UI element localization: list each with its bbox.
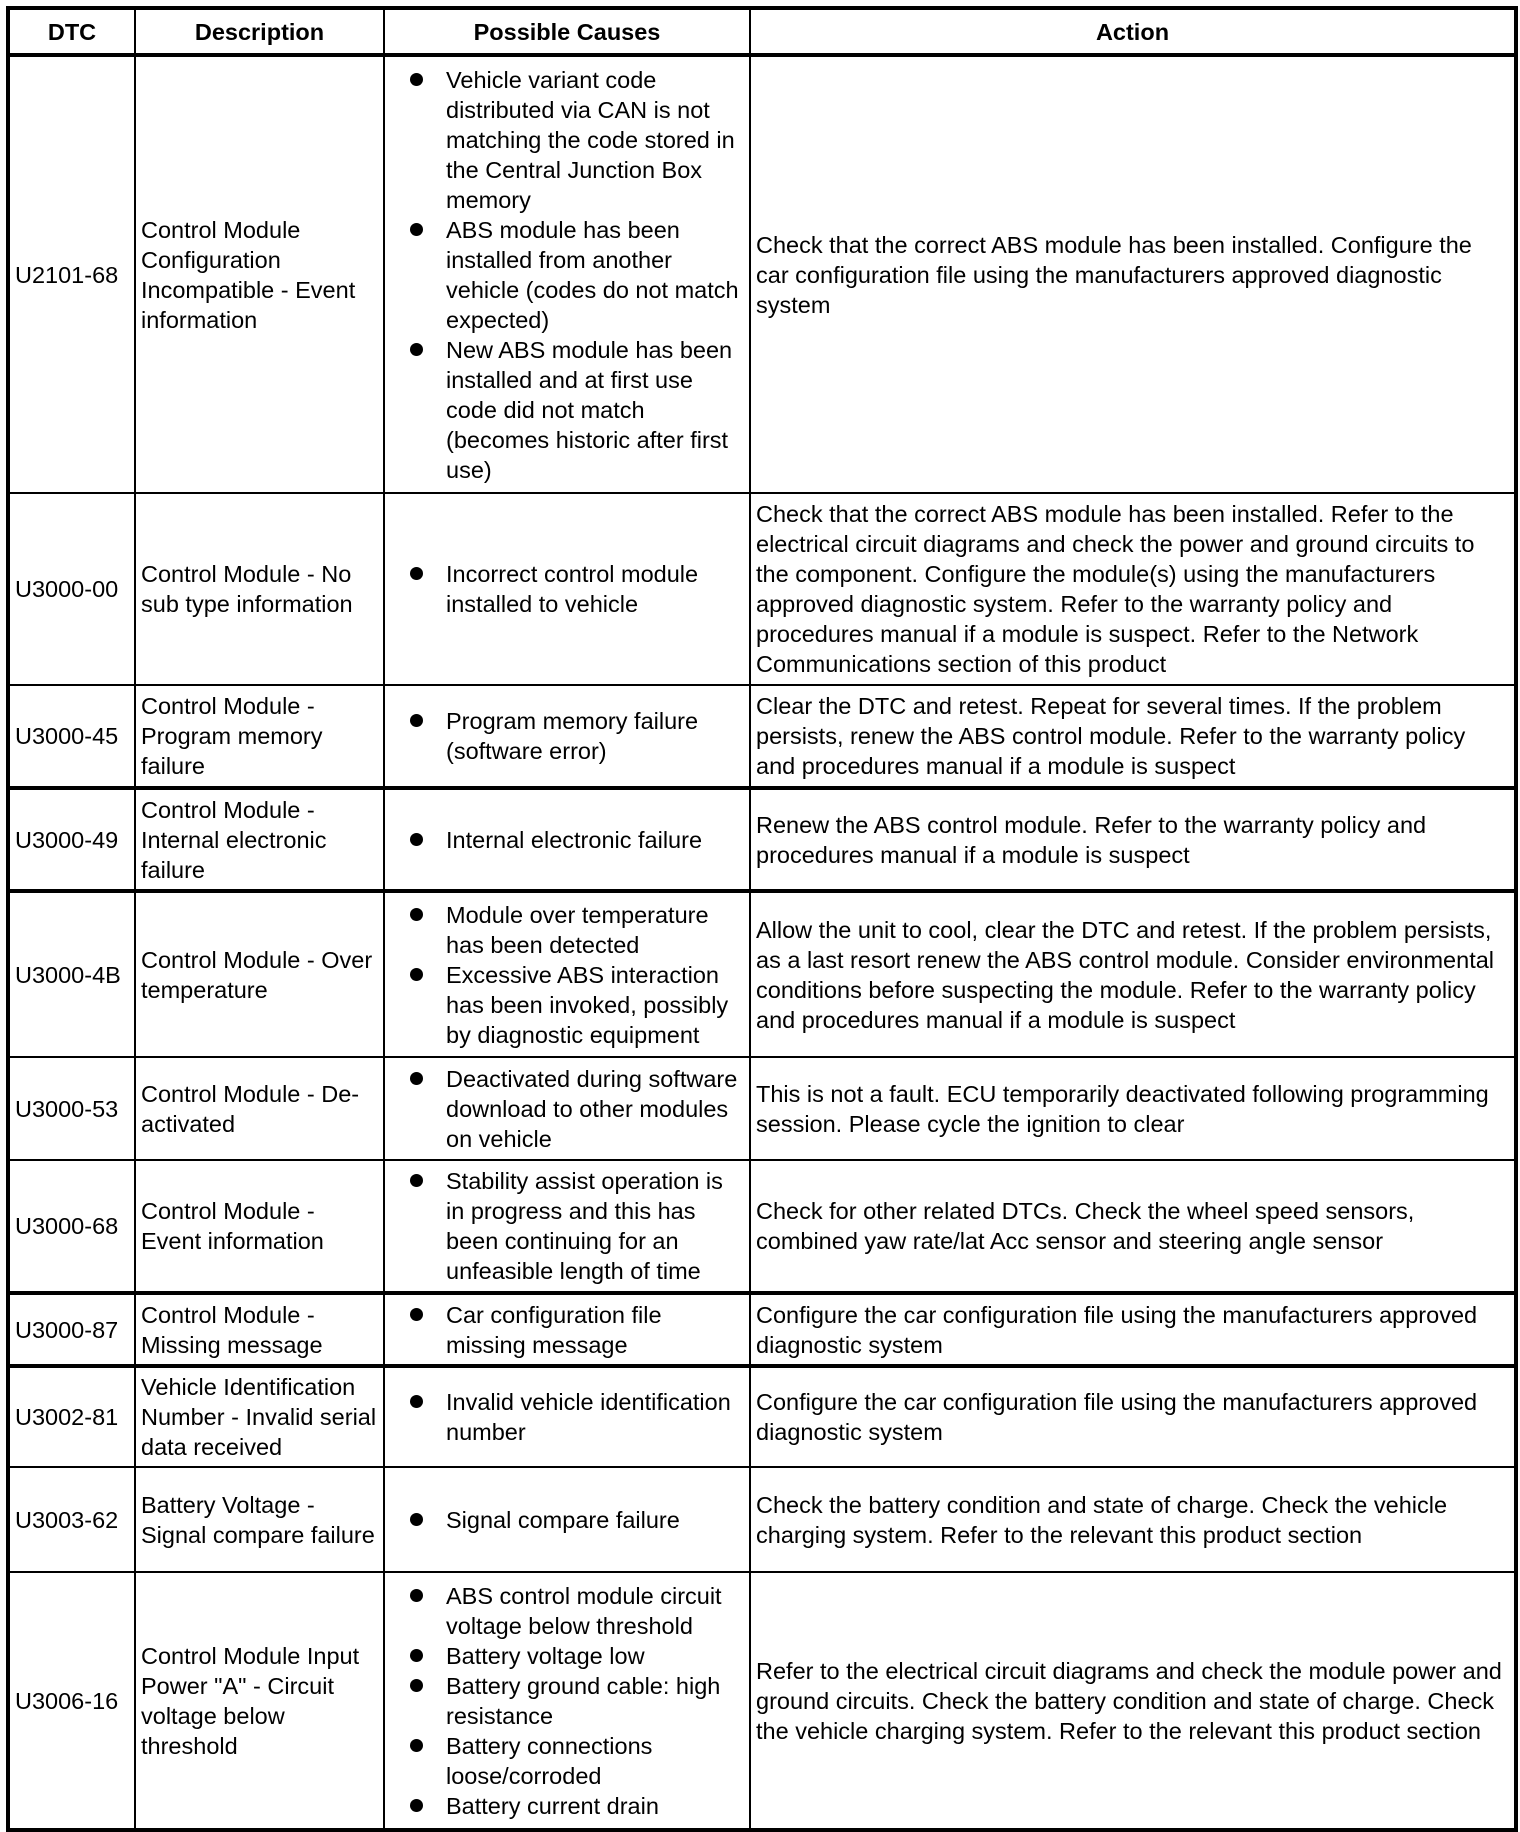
dtc-action: Check that the correct ABS module has been installed. Refer to the electrical circuit diagrams and check the power and ground circuits to the component. Configure the module(s) using the manufacturers approved diagnostic system. Refer to the warranty policy and procedures manual if a module is suspect. Refer to the Network Communications section of this product xyxy=(750,493,1516,685)
bullet-icon xyxy=(410,1395,423,1408)
table-row xyxy=(8,1293,1516,1366)
dtc-description: Control Module Input Power "A" - Circuit voltage below threshold xyxy=(135,1572,384,1830)
dtc-code: U3003-62 xyxy=(8,1467,135,1572)
dtc-code: U3000-4B xyxy=(8,891,135,1057)
table-row xyxy=(8,1160,1516,1293)
dtc-action: Refer to the electrical circuit diagrams and check the module power and ground circuits. Check the battery condition and state of charge. Check the vehicle charging system. Refer to the relevant this product section xyxy=(750,1572,1516,1830)
dtc-action: Check the battery condition and state of charge. Check the vehicle charging system. Refer to the relevant this product section xyxy=(750,1467,1516,1572)
table-row xyxy=(8,788,1516,891)
cause-item: New ABS module has been installed and at first use code did not match (becomes historic after first use) xyxy=(410,335,744,485)
dtc-description: Control Module - De-activated xyxy=(135,1057,384,1160)
bullet-icon xyxy=(410,968,423,981)
cause-item: Battery connections loose/corroded xyxy=(410,1731,744,1791)
dtc-description: Control Module - Program memory failure xyxy=(135,685,384,788)
dtc-description: Control Module Configuration Incompatible - Event information xyxy=(135,55,384,493)
bullet-icon xyxy=(410,1589,423,1602)
cause-item: Excessive ABS interaction has been invoked, possibly by diagnostic equipment xyxy=(410,960,744,1050)
bullet-icon xyxy=(410,908,423,921)
table-row xyxy=(8,1572,1516,1830)
bullet-icon xyxy=(410,223,423,236)
dtc-action: Check for other related DTCs. Check the wheel speed sensors, combined yaw rate/lat Acc sensor and steering angle sensor xyxy=(750,1160,1516,1293)
header-row xyxy=(8,8,1516,55)
header-dtc: DTC xyxy=(8,8,135,55)
bullet-icon xyxy=(410,1174,423,1187)
table-row xyxy=(8,1467,1516,1572)
dtc-description: Control Module - Over temperature xyxy=(135,891,384,1057)
cause-item: Battery current drain xyxy=(410,1791,744,1821)
table-row xyxy=(8,891,1516,1057)
header-description: Description xyxy=(135,8,384,55)
cause-item: Vehicle variant code distributed via CAN is not matching the code stored in the Central Junction Box memory xyxy=(410,65,744,215)
dtc-causes xyxy=(384,1572,750,1830)
cause-item: Stability assist operation is in progress and this has been continuing for an unfeasible length of time xyxy=(410,1166,744,1286)
table-row xyxy=(8,685,1516,788)
table-row xyxy=(8,55,1516,493)
cause-item: Battery voltage low xyxy=(410,1641,744,1671)
bullet-icon xyxy=(410,1513,423,1526)
bullet-icon xyxy=(410,73,423,86)
cause-item: Invalid vehicle identification number xyxy=(410,1387,744,1447)
cause-item: Car configuration file missing message xyxy=(410,1300,744,1360)
cause-item: Incorrect control module installed to vehicle xyxy=(410,559,744,619)
dtc-code: U3000-45 xyxy=(8,685,135,788)
dtc-code: U3000-87 xyxy=(8,1293,135,1366)
dtc-code: U2101-68 xyxy=(8,55,135,493)
dtc-description: Control Module - Missing message xyxy=(135,1293,384,1366)
dtc-causes xyxy=(384,1366,750,1467)
dtc-code: U3002-81 xyxy=(8,1366,135,1467)
dtc-table xyxy=(6,6,1518,1832)
dtc-causes xyxy=(384,1293,750,1366)
cause-item: Deactivated during software download to other modules on vehicle xyxy=(410,1064,744,1154)
bullet-icon xyxy=(410,714,423,727)
dtc-description: Control Module - Internal electronic failure xyxy=(135,788,384,891)
dtc-action: Configure the car configuration file using the manufacturers approved diagnostic system xyxy=(750,1293,1516,1366)
dtc-code: U3000-49 xyxy=(8,788,135,891)
cause-item: Internal electronic failure xyxy=(410,825,744,855)
bullet-icon xyxy=(410,1799,423,1812)
dtc-description: Battery Voltage - Signal compare failure xyxy=(135,1467,384,1572)
bullet-icon xyxy=(410,1679,423,1692)
table-row xyxy=(8,1366,1516,1467)
bullet-icon xyxy=(410,343,423,356)
dtc-action: Renew the ABS control module. Refer to the warranty policy and procedures manual if a module is suspect xyxy=(750,788,1516,891)
dtc-causes xyxy=(384,1057,750,1160)
dtc-code: U3000-53 xyxy=(8,1057,135,1160)
cause-item: ABS module has been installed from another vehicle (codes do not match expected) xyxy=(410,215,744,335)
dtc-action: Allow the unit to cool, clear the DTC and retest. If the problem persists, as a last resort renew the ABS control module. Consider environmental conditions before suspecting the module. Refer to the warranty policy and procedures manual if a module is suspect xyxy=(750,891,1516,1057)
dtc-action: Clear the DTC and retest. Repeat for several times. If the problem persists, renew the ABS control module. Refer to the warranty policy and procedures manual if a module is suspect xyxy=(750,685,1516,788)
cause-item: Signal compare failure xyxy=(410,1505,744,1535)
dtc-causes xyxy=(384,891,750,1057)
dtc-action: Check that the correct ABS module has been installed. Configure the car configuration file using the manufacturers approved diagnostic system xyxy=(750,55,1516,493)
dtc-causes xyxy=(384,1467,750,1572)
table-row xyxy=(8,493,1516,685)
cause-item: Module over temperature has been detected xyxy=(410,900,744,960)
dtc-code: U3000-00 xyxy=(8,493,135,685)
cause-item: ABS control module circuit voltage below threshold xyxy=(410,1581,744,1641)
dtc-code: U3006-16 xyxy=(8,1572,135,1830)
dtc-action: Configure the car configuration file using the manufacturers approved diagnostic system xyxy=(750,1366,1516,1467)
bullet-icon xyxy=(410,1308,423,1321)
bullet-icon xyxy=(410,1739,423,1752)
header-possible-causes: Possible Causes xyxy=(384,8,750,55)
dtc-description: Control Module - No sub type information xyxy=(135,493,384,685)
dtc-action: This is not a fault. ECU temporarily deactivated following programming session. Please cycle the ignition to clear xyxy=(750,1057,1516,1160)
bullet-icon xyxy=(410,833,423,846)
dtc-causes xyxy=(384,493,750,685)
cause-item: Program memory failure (software error) xyxy=(410,706,744,766)
dtc-causes xyxy=(384,788,750,891)
dtc-code: U3000-68 xyxy=(8,1160,135,1293)
dtc-description: Control Module - Event information xyxy=(135,1160,384,1293)
dtc-causes xyxy=(384,1160,750,1293)
table-row xyxy=(8,1057,1516,1160)
dtc-causes xyxy=(384,685,750,788)
header-action: Action xyxy=(750,8,1516,55)
dtc-description: Vehicle Identification Number - Invalid serial data received xyxy=(135,1366,384,1467)
bullet-icon xyxy=(410,1072,423,1085)
dtc-causes xyxy=(384,55,750,493)
cause-item: Battery ground cable: high resistance xyxy=(410,1671,744,1731)
bullet-icon xyxy=(410,1649,423,1662)
bullet-icon xyxy=(410,567,423,580)
